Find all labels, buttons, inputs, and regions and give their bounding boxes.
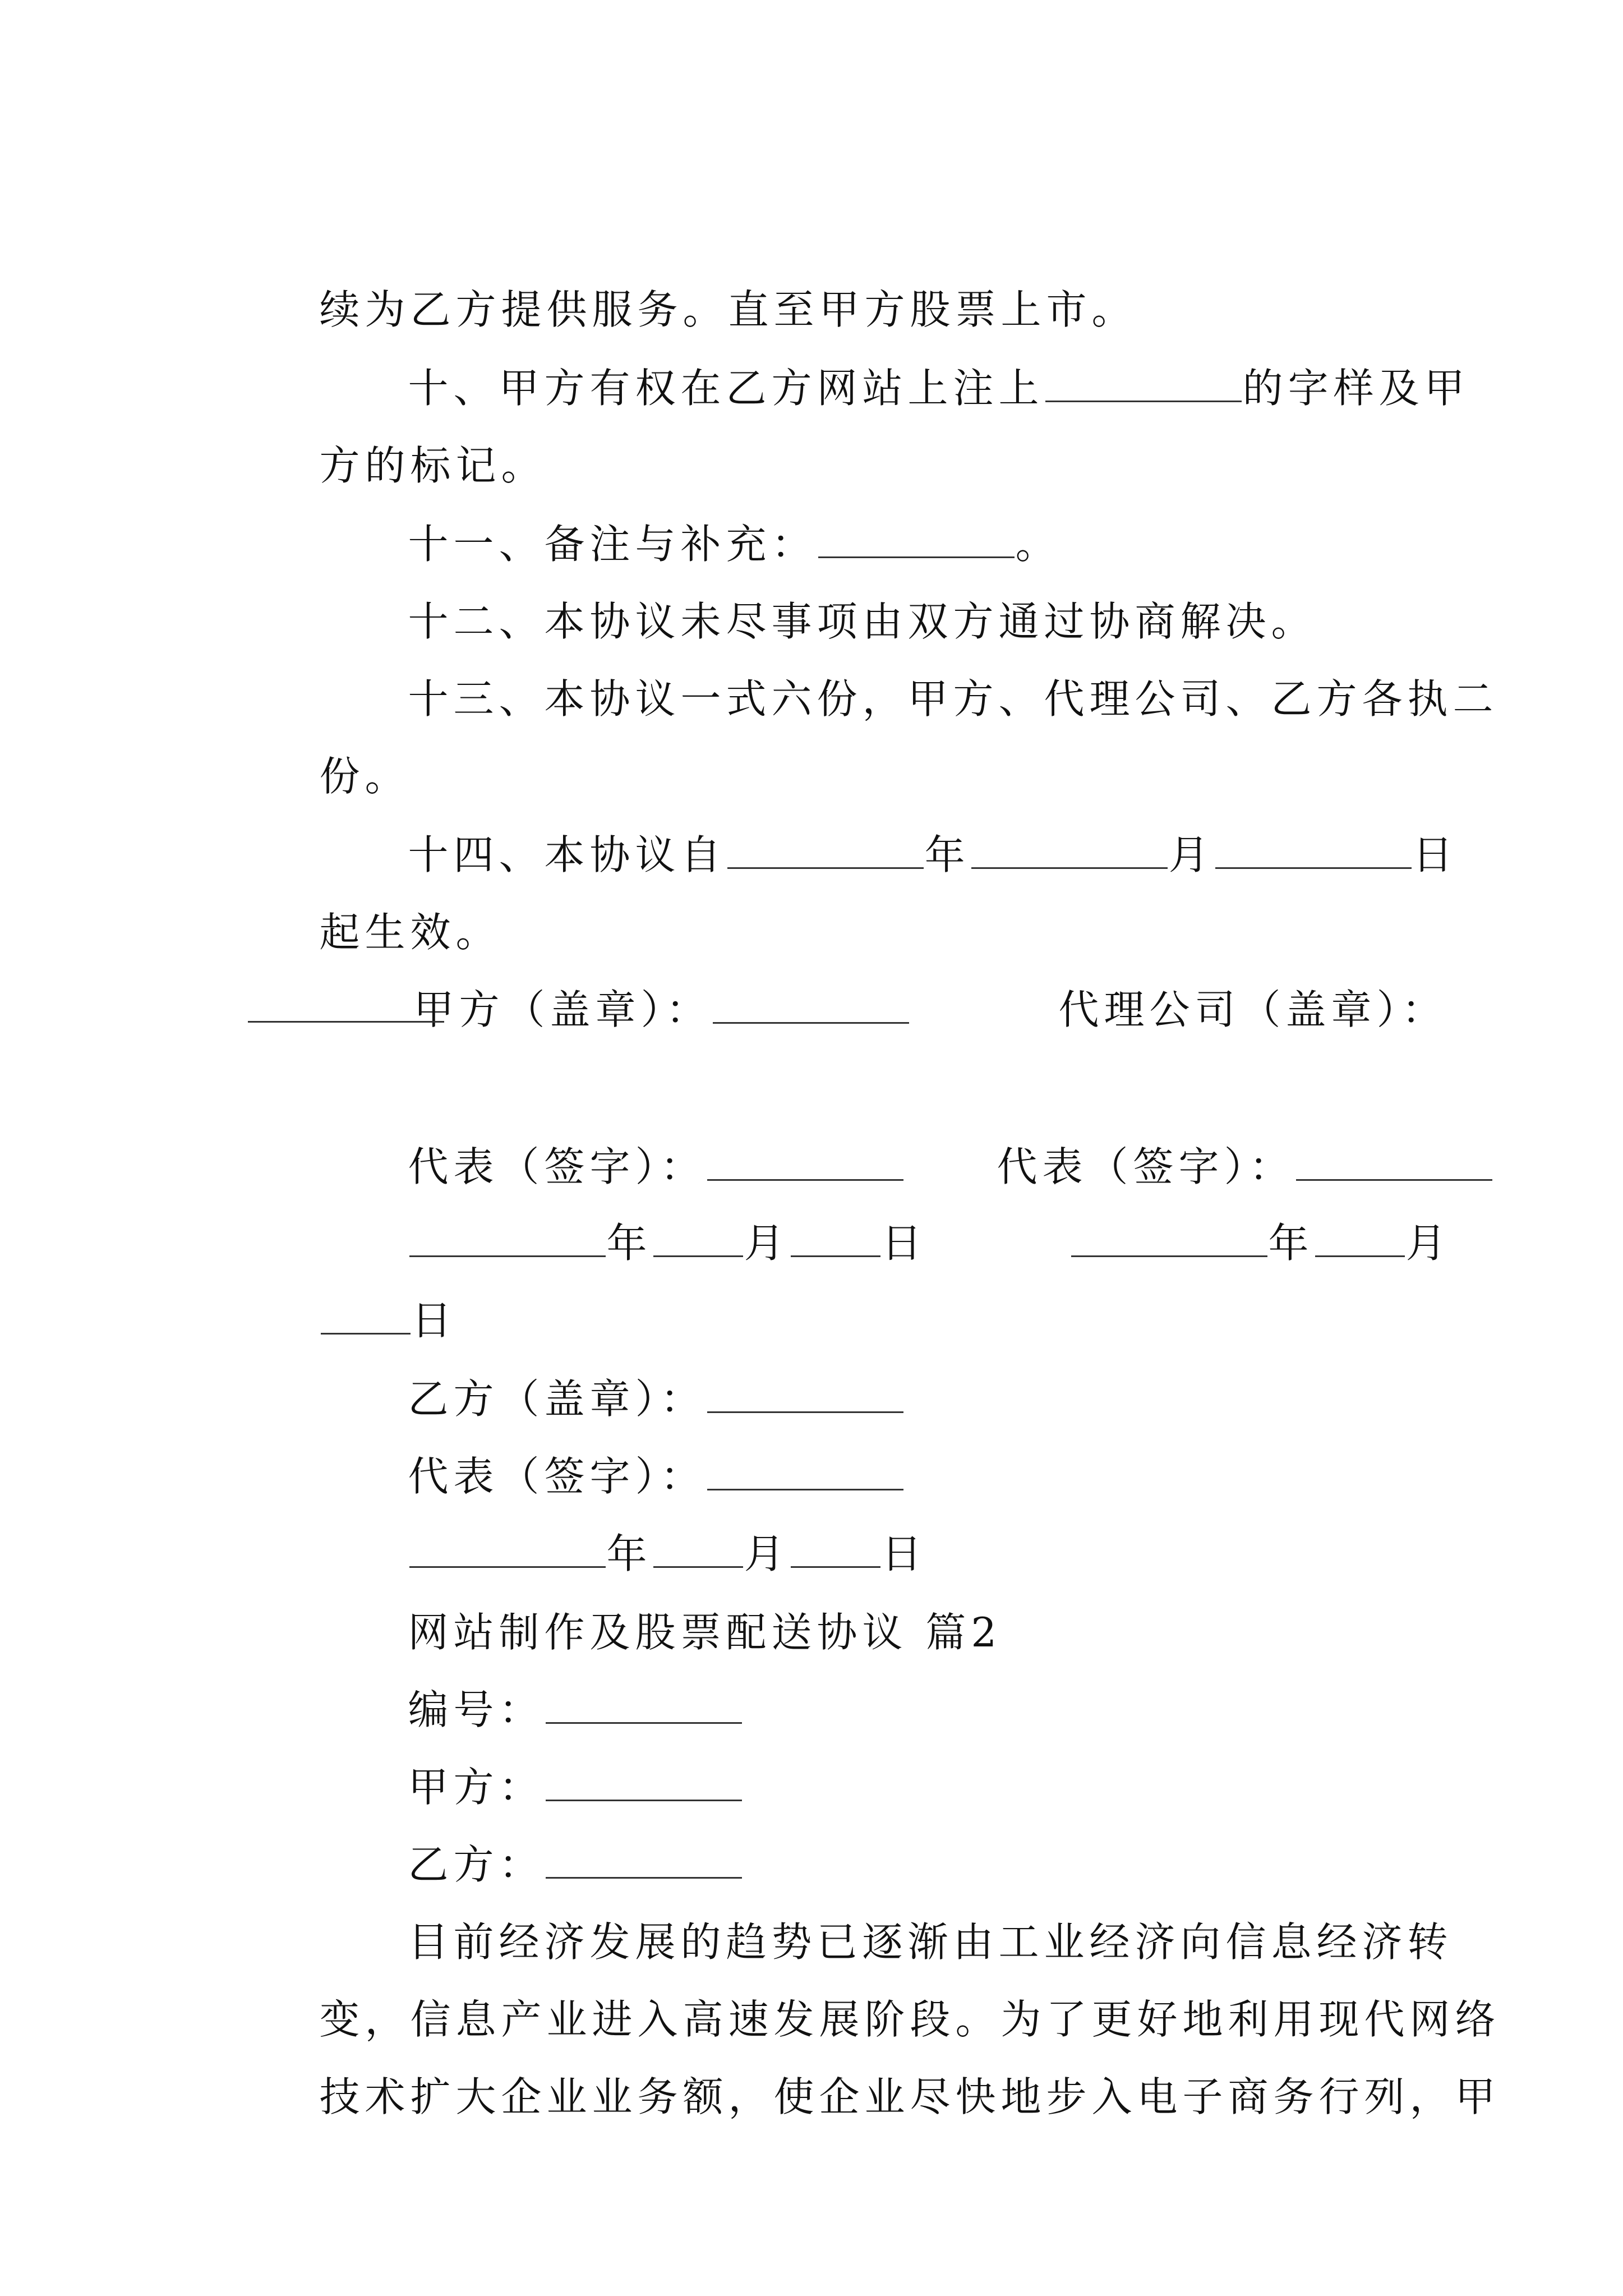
- text: 十四、本协议自: [408, 831, 726, 878]
- text-line: [248, 831, 1623, 956]
- clause-13-line: [336, 598, 1623, 723]
- text: 目前经济发展的趋势已逐渐由工业经济向信息经济转: [408, 1918, 1453, 1966]
- text: 编号：: [408, 1686, 545, 1733]
- rep-line-left: [336, 1066, 841, 1190]
- text: 十三、本协议一式六份，甲方、代理公司、乙方各执二: [408, 675, 1498, 723]
- blank-line: [1315, 1216, 1405, 1257]
- text: 技术扩大企业业务额，使企业尽快地步入电子商务行列，甲: [319, 2073, 1501, 2120]
- text: 份。: [319, 753, 411, 800]
- text: 甲方（盖章）：: [413, 986, 712, 1033]
- date-line-wrap: [248, 1220, 584, 1344]
- text: 代理公司（盖章）：: [1058, 986, 1447, 1033]
- text: 年: [1268, 1220, 1314, 1267]
- section-heading: [336, 1531, 1623, 1656]
- clause-14-line: [336, 754, 1623, 878]
- blank-line: [248, 976, 444, 1023]
- party-b-rep-line: [336, 1375, 1623, 1500]
- text: 甲方：: [408, 1764, 545, 1811]
- text: 。: [1015, 521, 1061, 568]
- paragraph-line: [248, 1996, 1623, 2120]
- text: 的字样及甲: [1242, 365, 1470, 412]
- text-line: [248, 675, 1623, 800]
- text: 十、甲方有权在乙方网站上注上: [408, 365, 1044, 412]
- text: 十一、备注与补充：: [408, 521, 817, 568]
- text: 网站制作及股票配送协议 篇2: [408, 1609, 1002, 1656]
- text: 年: [924, 831, 970, 878]
- text-line: [248, 209, 1623, 333]
- text: 月: [1168, 831, 1214, 878]
- date-line-right: [998, 1142, 1559, 1267]
- date-line-left: [336, 1142, 927, 1267]
- text: 变，信息产业进入高速发展阶段。为了更好地利用现代网络: [319, 1996, 1501, 2043]
- agent-seal-line: [987, 909, 1492, 1033]
- party-b-date-line: [336, 1453, 1623, 1577]
- text: 月: [744, 1220, 790, 1267]
- party-a-field-line: [336, 1686, 1623, 1811]
- party-a-seal-line: [342, 909, 847, 1033]
- blank-line: [791, 1216, 880, 1257]
- text: 日: [881, 1530, 927, 1577]
- rep-line-right: [925, 1066, 1486, 1190]
- number-field-line: [336, 1609, 1623, 1733]
- text: 日: [1412, 831, 1458, 878]
- text: 起生效。: [319, 909, 501, 956]
- text-line: [248, 365, 1623, 489]
- party-b-seal-line: [336, 1298, 1623, 1423]
- text: 年: [606, 1530, 652, 1577]
- text: 代表（签字）：: [997, 1143, 1295, 1190]
- text: 月: [1405, 1220, 1451, 1267]
- clause-12-line: [336, 521, 1623, 645]
- clause-11-line: [336, 443, 1623, 568]
- text: 乙方：: [408, 1841, 545, 1888]
- blank-line: [713, 983, 909, 1024]
- text: 月: [744, 1530, 790, 1577]
- text: 续为乙方提供服务。直至甲方股票上市。: [319, 286, 1137, 333]
- text: 日: [411, 1297, 457, 1344]
- blank-line: [653, 1216, 743, 1257]
- paragraph-line: [248, 1918, 1623, 2043]
- party-b-field-line: [336, 1764, 1623, 1888]
- text: 方的标记。: [319, 442, 547, 489]
- text: 年: [606, 1220, 652, 1267]
- text: 乙方（盖章）：: [408, 1375, 706, 1423]
- clause-10-line: [336, 287, 1623, 412]
- text: 代表（签字）：: [408, 1453, 706, 1500]
- text: 代表（签字）：: [408, 1143, 706, 1190]
- paragraph-line: [336, 1841, 1623, 1966]
- text: 十二、本协议未尽事项由双方通过协商解决。: [408, 598, 1317, 645]
- blank-line: [1071, 1216, 1267, 1257]
- text: 日: [881, 1220, 927, 1267]
